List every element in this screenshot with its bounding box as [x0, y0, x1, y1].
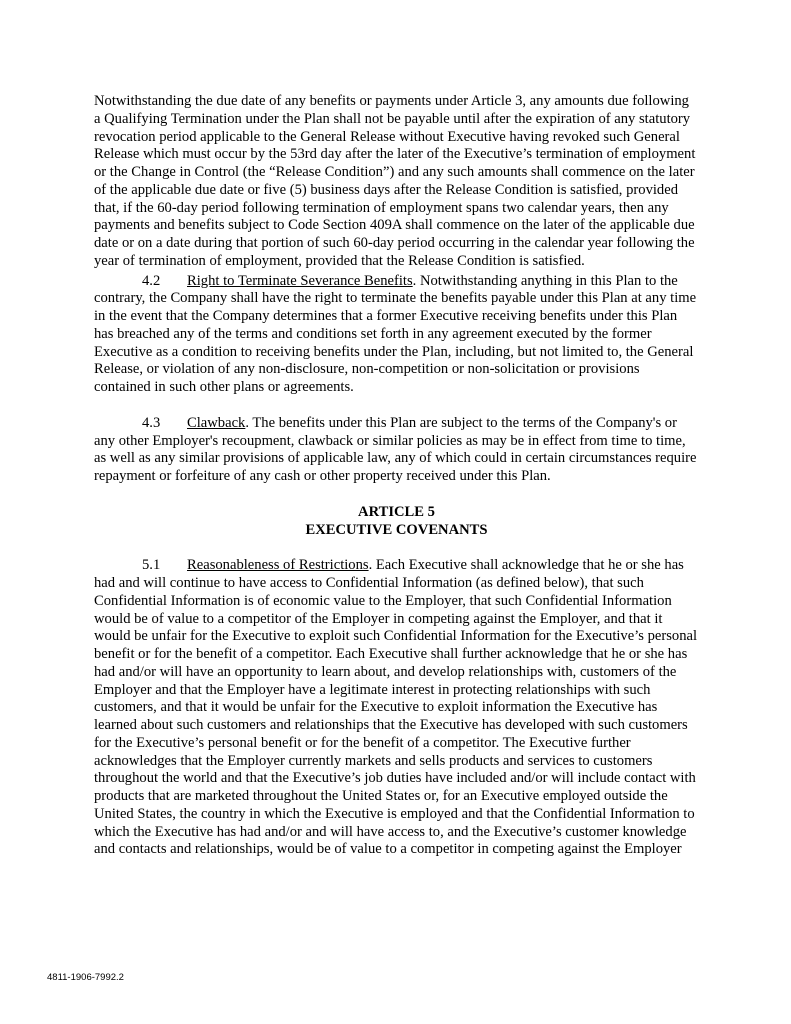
document-page — [94, 93, 699, 859]
section-body: . Each Executive shall acknowledge that he or she has had and will continue to have access to Confidential Information (as defined below), that such Confidential Information is of economic value to the Employer, that such Confidential Information would be of value to a competitor of the Employer in competing against the Employer, and that it would be unfair for the Executive to exploit such Confidential Information for the Executive’s personal benefit or for the benefit of a competitor. Each Executive shall further acknowledge that he or she has had and/or will have an opportunity to learn about, and develop relationships with, customers of the Employer and that the Employer have a legitimate interest in protecting relationships with such customers, and that it would be unfair for the Executive to exploit information the Executive has learned about such customers and relationships that the Executive has developed with such customers for the Executive’s personal benefit or for the benefit of a competitor. The Executive further acknowledges that the Employer currently markets and sells products and services to customers throughout the world and that the Executive’s job duties have included and/or will include contact with products that are marketed throughout the United States or, for an Executive employed outside the United States, the country in which the Executive is employed and that the Confidential Information to which the Executive has had and/or and will have access to, and the Executive’s customer knowledge and contacts and relationships, would be of value to a competitor in competing against the Employer — [94, 557, 698, 858]
article-title: EXECUTIVE COVENANTS — [305, 521, 488, 538]
section-body: . The benefits under this Plan are subject to the terms of the Company's or any other Employer's recoupment, clawback or similar policies as may be in effect from time to time, as well as any similar provisions of applicable law, any of which could in certain circumstances require repayment or forfeiture of any cash or other property received under this Plan. — [94, 414, 697, 484]
section-heading: Right to Terminate Severance Benefits — [187, 272, 413, 289]
section-number: 5.1 — [142, 557, 161, 574]
article-label: ARTICLE 5 — [358, 503, 435, 520]
section-5-1 — [94, 557, 699, 859]
section-number: 4.3 — [142, 414, 161, 431]
section-number: 4.2 — [142, 272, 161, 289]
section-4-3 — [94, 415, 699, 486]
section-body: . Notwithstanding anything in this Plan to the contrary, the Company shall have the right to terminate the benefits payable under this Plan at any time in the event that the Company determines that a former Executive receiving benefits under this Plan has breached any of the terms and conditions set forth in any agreement executed by the former Executive as a condition to receiving benefits under the Plan, including, but not limited to, the General Release, or violation of any non-disclosure, non-competition or non-solicitation or provisions contained in such other plans or agreements. — [94, 272, 697, 395]
opening-paragraph: Notwithstanding the due date of any benefits or payments under Article 3, any amounts due following a Qualifying Termination under the Plan shall not be payable until after the expiration of any statutory revocation period applicable to the General Release without Executive having revoked such General Release which must occur by the 53rd day after the later of the Executive’s termination of employment or the Change in Control (the “Release Condition”) and any such amounts shall commence on the later of the applicable due date or five (5) business days after the Release Condition is satisfied, provided that, if the 60-day period following termination of employment spans two calendar years, then any payments and benefits subject to Code Section 409A shall commence on the later of the applicable due date or on a date during that portion of such 60-day period occurring in the calendar year following the year of termination of employment, provided that the Release Condition is satisfied. — [94, 93, 696, 269]
section-4-2 — [94, 273, 699, 397]
document-id-footer: 4811-1906-7992.2 — [47, 972, 124, 983]
section-heading: Clawback — [187, 414, 246, 431]
section-heading: Reasonableness of Restrictions — [187, 557, 369, 574]
